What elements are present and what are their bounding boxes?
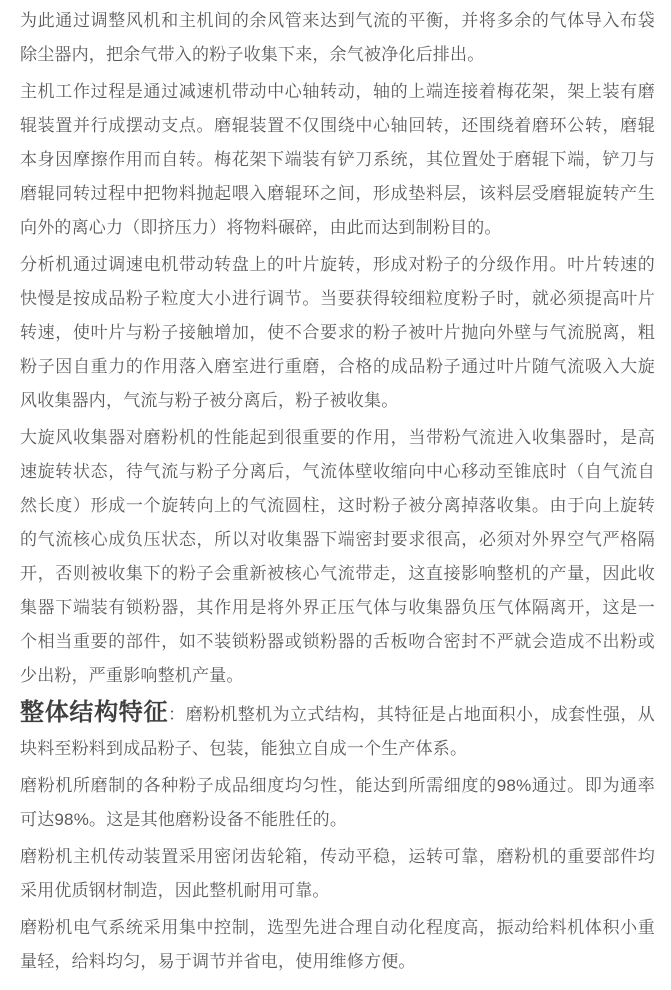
- paragraph-overall-structure-text: 磨粉机整机为立式结构，其特征是占地面积小，成套性强，从块料至粉料到成品粉子、包装，能独立自成一个生产体系。: [20, 705, 656, 758]
- heading-colon: ：: [168, 705, 186, 724]
- section-heading: 整体结构特征: [20, 699, 169, 726]
- paragraph-airflow-balance: 为此通过调整风机和主机间的余风管来达到气流的平衡，并将多余的气体导入布袋除尘器内，把余气带入的粉子收集下来，余气被净化后排出。: [20, 11, 655, 64]
- paragraph-fineness-uniformity: 磨粉机所磨制的各种粉子成品细度均匀性，能达到所需细度的98%通过。即为通率可达98%。这是其他磨粉设备不能胜任的。: [20, 776, 655, 829]
- paragraph-overall-structure: [20, 696, 655, 766]
- paragraph-cyclone-collector: 大旋风收集器对磨粉机的性能起到很重要的作用，当带粉气流进入收集器时，是高速旋转状态，待气流与粉子分离后，气流体壁收缩向中心移动至锥底时（自气流自然长度）形成一个旋转向上的气流圆柱，这时粉子被分离掉落收集。由于向上旋转的气流核心成负压状态，所以对收集器下端密封要求很高，必须对外界空气严格隔开，否则被收集下的粉子会重新被核心气流带走，这直接影响整机的产量，因此收集器下端装有锁粉器，其作用是将外界正压气体与收集器负压气体隔离开，这是一个相当重要的部件，如不装锁粉器或锁粉器的舌板吻合密封不严就会造成不出粉或少出粉，严重影响整机产量。: [20, 428, 655, 685]
- paragraph-electrical-system: 磨粉机电气系统采用集中控制，选型先进合理自动化程度高，振动给料机体积小重量轻，给料均匀，易于调节并省电，使用维修方便。: [20, 918, 655, 971]
- paragraph-gearbox-transmission: 磨粉机主机传动装置采用密闭齿轮箱，传动平稳，运转可靠，磨粉机的重要部件均采用优质钢材制造，因此整机耐用可靠。: [20, 847, 655, 900]
- paragraph-main-unit-process: 主机工作过程是通过减速机带动中心轴转动，轴的上端连接着梅花架，架上装有磨辊装置并行成摆动支点。磨辊装置不仅围绕中心轴回转，还围绕着磨环公转，磨辊本身因摩擦作用而自转。梅花架下端装有铲刀系统，其位置处于磨辊下端，铲刀与磨辊同转过程中把物料抛起喂入磨辊环之间，形成垫料层，该料层受磨辊旋转产生向外的离心力（即挤压力）将物料碾碎，由此而达到制粉目的。: [20, 82, 655, 237]
- paragraph-analyzer-classification: 分析机通过调速电机带动转盘上的叶片旋转，形成对粉子的分级作用。叶片转速的快慢是按成品粉子粒度大小进行调节。当要获得较细粒度粉子时，就必须提高叶片转速，使叶片与粉子接触增加，使不合要求的粉子被叶片抛向外壁与气流脱离，粗粉子因自重力的作用落入磨室进行重磨，合格的成品粉子通过叶片随气流吸入大旋风收集器内，气流与粉子被分离后，粉子被收集。: [20, 255, 655, 410]
